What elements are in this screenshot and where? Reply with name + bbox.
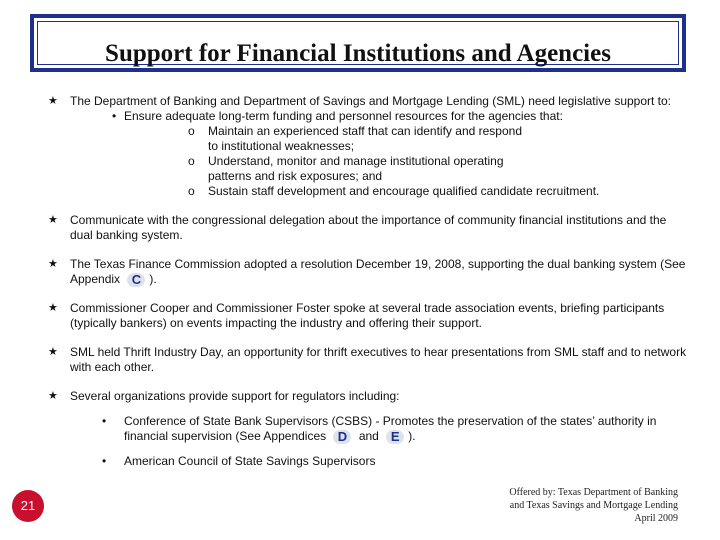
sub-bullet-and: and — [358, 429, 379, 443]
bullet-thrift-day — [48, 345, 688, 375]
offered-by-line: and Texas Savings and Mortgage Lending — [509, 500, 678, 511]
appendix-c-link[interactable]: C — [127, 273, 145, 287]
sub-bullet-csbs — [70, 414, 688, 444]
appendix-d-link[interactable]: D — [333, 430, 351, 444]
bullet-list — [48, 94, 688, 483]
bullet-legislative-support — [48, 94, 688, 199]
bullet-text: SML held Thrift Industry Day, an opportunity for thrift executives to hear presentations from SML staff and to network with each other. — [70, 345, 687, 374]
bullet-commissioners — [48, 301, 688, 331]
star-bullet-icon: ★ — [48, 95, 58, 107]
subsub-bullet-text: Understand, monitor and manage institutional operating patterns and risk exposures; and — [208, 154, 504, 183]
bullet-organizations — [48, 389, 688, 469]
bullet-text-end: ). — [149, 272, 157, 286]
page-number-badge: 21 — [12, 490, 44, 522]
title-frame — [30, 14, 686, 72]
sub-bullet-funding — [70, 109, 688, 124]
star-bullet-icon: ★ — [48, 214, 58, 226]
subsub-bullet-text: Sustain staff development and encourage qualified candidate recruitment. — [208, 184, 600, 198]
bullet-text: The Department of Banking and Department of Savings and Mortgage Lending (SML) need legislative support to: — [70, 94, 672, 108]
sub-bullet-acsss — [70, 454, 688, 469]
dot-bullet-icon: • — [102, 414, 107, 428]
subsub-bullet-staff — [70, 124, 528, 154]
sub-bullet-text: American Council of State Savings Supervisors — [124, 454, 376, 468]
dot-bullet-icon: • — [102, 454, 107, 468]
bullet-text: Several organizations provide support for regulators including: — [70, 389, 400, 403]
dot-bullet-icon: • — [112, 109, 117, 123]
circle-bullet-icon: o — [188, 184, 195, 198]
offered-by-credit — [509, 486, 678, 525]
star-bullet-icon: ★ — [48, 390, 58, 402]
star-bullet-icon: ★ — [48, 346, 58, 358]
circle-bullet-icon: o — [188, 154, 195, 168]
bullet-text: The Texas Finance Commission adopted a resolution December 19, 2008, supporting the dual banking system (See Appendix — [70, 257, 686, 286]
subsub-bullet-risk — [70, 154, 528, 184]
appendix-e-link[interactable]: E — [386, 430, 404, 444]
star-bullet-icon: ★ — [48, 258, 58, 270]
bullet-congressional — [48, 213, 688, 243]
offered-by-date: April 2009 — [634, 513, 678, 524]
sub-bullet-text: Conference of State Bank Supervisors (CSBS) - Promotes the preservation of the states’ authority in financial supervision (See Appendices — [124, 414, 657, 443]
bullet-text: Commissioner Cooper and Commissioner Foster spoke at several trade association events, briefing participants (typically bankers) on events impacting the industry and offering their support. — [70, 301, 665, 330]
bullet-finance-commission — [48, 257, 688, 287]
sub-bullet-text: Ensure adequate long-term funding and personnel resources for the agencies that: — [124, 109, 563, 123]
slide-title: Support for Financial Institutions and Agencies — [105, 40, 611, 67]
subsub-bullet-development — [70, 184, 688, 199]
subsub-bullet-text: Maintain an experienced staff that can identify and respond to institutional weaknesses; — [208, 124, 522, 153]
star-bullet-icon: ★ — [48, 302, 58, 314]
circle-bullet-icon: o — [188, 124, 195, 138]
offered-by-line: Offered by: Texas Department of Banking — [509, 487, 678, 498]
bullet-text: Communicate with the congressional delegation about the importance of community financial institutions and the dual banking system. — [70, 213, 667, 242]
sub-bullet-end: ). — [408, 429, 416, 443]
